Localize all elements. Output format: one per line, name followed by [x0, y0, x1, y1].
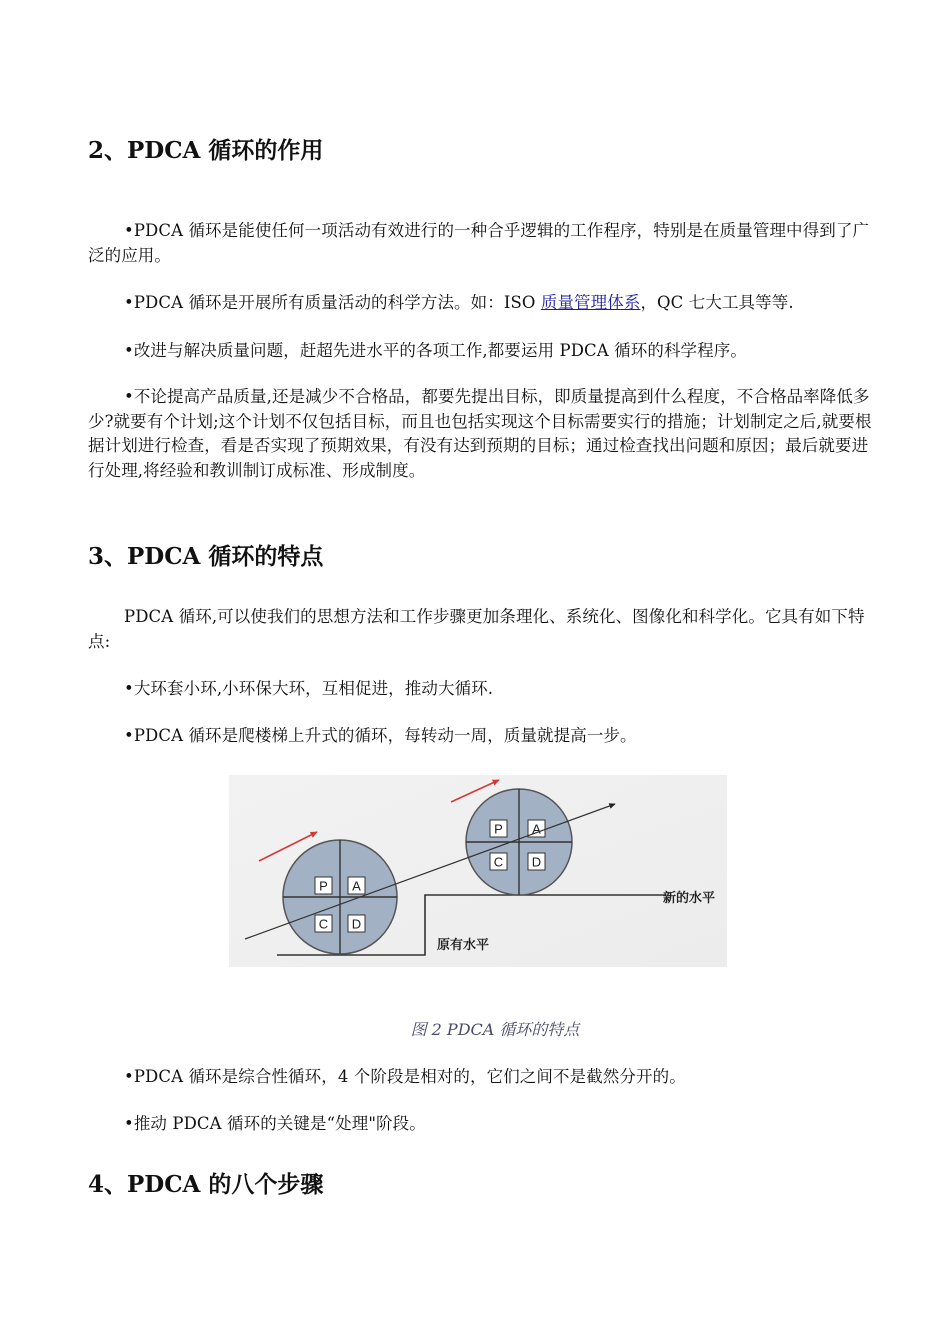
new-level-label: 新的水平 [663, 891, 716, 906]
upper-a-label: A [532, 821, 541, 837]
section-3-heading: 3、PDCA 循环的特点 [88, 543, 324, 570]
figure-caption: 图 2 PDCA 循环的特点 [410, 1020, 580, 1039]
section-2-bullet-4: •不论提高产品质量,还是减少不合格品，都要先提出目标，即质量提高到什么程度，不合格品率降低多少?就要有个计划;这个计划不仅包括目标，而且也包括实现这个目标需要实行的措施；计划制定之后,就要根据计划进行检查，看是否实现了预期效果，有没有达到预期的目标；通过检查找出问题和原因；最后就要进行处理,将经验和教训制订成标准、形成制度。 [88, 387, 872, 480]
upper-d-label: D [531, 854, 542, 870]
quality-management-system-link[interactable]: 质量管理体系 [540, 293, 641, 312]
pdca-circle-lower [283, 840, 397, 954]
lower-a-label: A [352, 878, 361, 894]
section-3-bullet-4: •推动 PDCA 循环的关键是“处理"阶段。 [124, 1114, 426, 1133]
old-level-label: 原有水平 [437, 938, 490, 953]
section-2-bullet-2 [88, 291, 878, 316]
section-4-heading: 4、PDCA 的八个步骤 [88, 1171, 324, 1198]
pdca-circle-upper [466, 789, 572, 895]
lower-p-label: P [319, 878, 328, 894]
bullet-2-text-post: ，QC 七大工具等等. [640, 293, 794, 312]
lower-c-label: C [318, 916, 329, 932]
section-2-bullet-3: •改进与解决质量问题，赶超先进水平的各项工作,都要运用 PDCA 循环的科学程序。 [124, 341, 747, 360]
section-3-bullet-1: •大环套小环,小环保大环，互相促进，推动大循环. [124, 679, 494, 698]
lower-d-label: D [351, 916, 362, 932]
section-3-bullet-3: •PDCA 循环是综合性循环，4 个阶段是相对的，它们之间不是截然分开的。 [124, 1067, 686, 1086]
upper-p-label: P [494, 821, 503, 837]
section-3-bullet-2: •PDCA 循环是爬楼梯上升式的循环，每转动一周，质量就提高一步。 [124, 726, 637, 745]
upper-c-label: C [493, 854, 504, 870]
pdca-stair-diagram [229, 775, 727, 967]
section-2-bullet-1: •PDCA 循环是能使任何一项活动有效进行的一种合乎逻辑的工作程序，特别是在质量管理中得到了广泛的应用。 [88, 221, 870, 265]
section-2-heading: 2、PDCA 循环的作用 [88, 137, 324, 164]
bullet-2-text-pre: •PDCA 循环是开展所有质量活动的科学方法。如：ISO [124, 293, 541, 312]
section-3-intro: PDCA 循环,可以使我们的思想方法和工作步骤更加条理化、系统化、图像化和科学化。它具有如下特点: [88, 607, 865, 651]
